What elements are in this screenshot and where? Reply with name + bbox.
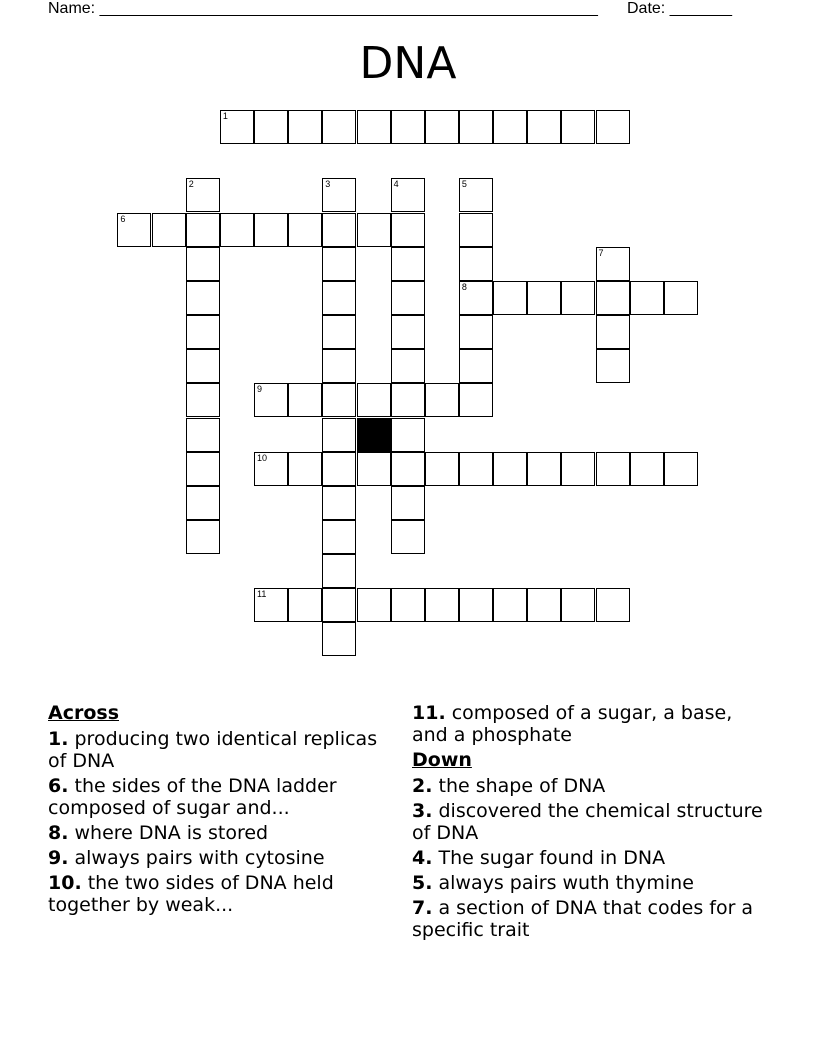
down-clue-2 <box>412 775 772 797</box>
clue-number: 11. <box>412 702 446 724</box>
down-heading: Down <box>412 749 472 771</box>
clue-number-label: 9 <box>257 384 263 395</box>
grid-cell[interactable] <box>459 383 493 417</box>
grid-cell[interactable] <box>596 281 630 315</box>
clue-number: 1. <box>48 728 69 750</box>
grid-cell[interactable] <box>527 281 561 315</box>
clue-number: 3. <box>412 800 433 822</box>
clue-number: 2. <box>412 775 433 797</box>
grid-cell[interactable] <box>493 588 527 622</box>
grid-cell[interactable] <box>493 281 527 315</box>
grid-cell[interactable] <box>322 554 356 588</box>
grid-cell[interactable] <box>425 588 459 622</box>
grid-cell[interactable] <box>186 418 220 452</box>
grid-cell[interactable] <box>596 349 630 383</box>
clue-number: 10. <box>48 872 82 894</box>
clue-text: discovered the chemical structure of DNA <box>412 800 763 844</box>
grid-cell[interactable] <box>254 213 288 247</box>
grid-cell[interactable] <box>322 486 356 520</box>
grid-cell[interactable] <box>391 486 425 520</box>
grid-cell[interactable] <box>561 110 595 144</box>
grid-cell[interactable] <box>357 213 391 247</box>
clue-number-label: 10 <box>257 452 268 463</box>
grid-cell[interactable] <box>322 520 356 554</box>
across-heading: Across <box>48 702 120 724</box>
grid-cell[interactable] <box>664 281 698 315</box>
grid-cell[interactable] <box>322 110 356 144</box>
grid-cell[interactable] <box>391 110 425 144</box>
grid-cell[interactable] <box>596 247 630 281</box>
grid-cell[interactable] <box>561 452 595 486</box>
grid-cell[interactable] <box>527 452 561 486</box>
clue-number: 8. <box>48 822 69 844</box>
grid-cell[interactable] <box>186 213 220 247</box>
grid-cell[interactable] <box>493 452 527 486</box>
clue-number-label: 4 <box>393 179 399 190</box>
grid-cell[interactable] <box>322 349 356 383</box>
grid-cell[interactable] <box>391 315 425 349</box>
clue-number: 5. <box>412 872 433 894</box>
grid-cell[interactable] <box>596 110 630 144</box>
grid-cell[interactable] <box>322 315 356 349</box>
grid-cell[interactable] <box>220 110 254 144</box>
clue-number-label: 7 <box>598 247 604 258</box>
grid-cell[interactable] <box>288 383 322 417</box>
grid-cell[interactable] <box>322 213 356 247</box>
grid-cell[interactable] <box>220 213 254 247</box>
grid-cell[interactable] <box>596 452 630 486</box>
grid-cell[interactable] <box>391 349 425 383</box>
grid-cell[interactable] <box>459 452 493 486</box>
grid-cell[interactable] <box>493 110 527 144</box>
grid-cell[interactable] <box>288 110 322 144</box>
clue-text: always pairs wuth thymine <box>438 872 694 894</box>
page-title: DNA <box>359 38 457 89</box>
grid-cell[interactable] <box>630 281 664 315</box>
clue-number-label: 2 <box>188 179 194 190</box>
grid-cell[interactable] <box>254 383 288 417</box>
clue-number-label: 5 <box>461 179 467 190</box>
grid-cell[interactable] <box>357 588 391 622</box>
across-clue-1 <box>48 728 388 772</box>
grid-cell[interactable] <box>357 452 391 486</box>
grid-cell[interactable] <box>391 452 425 486</box>
grid-cell[interactable] <box>391 247 425 281</box>
clue-text: producing two identical replicas of DNA <box>48 728 378 772</box>
grid-cell[interactable] <box>322 281 356 315</box>
grid-cell[interactable] <box>459 349 493 383</box>
grid-cell[interactable] <box>459 178 493 212</box>
grid-cell[interactable] <box>664 452 698 486</box>
clue-number-label: 3 <box>325 179 331 190</box>
grid-cell[interactable] <box>459 110 493 144</box>
across-clue-10 <box>48 872 388 916</box>
grid-cell[interactable] <box>322 418 356 452</box>
grid-cell[interactable] <box>186 520 220 554</box>
grid-cell[interactable] <box>391 178 425 212</box>
grid-cell[interactable] <box>561 281 595 315</box>
grid-cell[interactable] <box>288 452 322 486</box>
grid-cell[interactable] <box>186 247 220 281</box>
clues-right-column <box>412 702 772 944</box>
down-clue-3 <box>412 800 772 844</box>
grid-cell[interactable] <box>425 452 459 486</box>
across-clue-9 <box>48 847 388 869</box>
grid-cell[interactable] <box>117 213 151 247</box>
clues-left-column <box>48 702 388 919</box>
clue-number-label: 11 <box>257 589 267 600</box>
grid-cell[interactable] <box>254 110 288 144</box>
grid-cell[interactable] <box>391 418 425 452</box>
grid-cell[interactable] <box>391 213 425 247</box>
down-clue-5 <box>412 872 772 894</box>
across-clue-8 <box>48 822 388 844</box>
grid-cell[interactable] <box>186 452 220 486</box>
grid-cell[interactable] <box>288 588 322 622</box>
grid-cell[interactable] <box>391 281 425 315</box>
grid-cell[interactable] <box>425 383 459 417</box>
grid-cell[interactable] <box>186 178 220 212</box>
grid-cell[interactable] <box>459 281 493 315</box>
clue-number-label: 1 <box>222 111 228 122</box>
grid-cell[interactable] <box>288 213 322 247</box>
across-clue-11 <box>412 702 772 746</box>
grid-cell[interactable] <box>596 588 630 622</box>
grid-cell[interactable] <box>152 213 186 247</box>
date-field-label: Date: _______ <box>627 0 732 17</box>
grid-cell[interactable] <box>459 315 493 349</box>
grid-cell[interactable] <box>186 383 220 417</box>
grid-cell[interactable] <box>254 588 288 622</box>
grid-cell[interactable] <box>254 452 288 486</box>
grid-cell[interactable] <box>425 110 459 144</box>
grid-cell[interactable] <box>459 588 493 622</box>
clue-number: 7. <box>412 897 433 919</box>
grid-cell[interactable] <box>186 315 220 349</box>
clue-text: The sugar found in DNA <box>438 847 666 869</box>
grid-cell[interactable] <box>527 110 561 144</box>
clue-text: the two sides of DNA held together by weak... <box>48 872 334 916</box>
clue-number: 6. <box>48 775 69 797</box>
down-clue-4 <box>412 847 772 869</box>
grid-cell[interactable] <box>391 383 425 417</box>
down-clue-7 <box>412 897 772 941</box>
grid-cell[interactable] <box>391 520 425 554</box>
black-cell <box>357 418 391 452</box>
grid-cell[interactable] <box>357 110 391 144</box>
grid-cell[interactable] <box>561 588 595 622</box>
grid-cell[interactable] <box>391 588 425 622</box>
clue-text: always pairs with cytosine <box>74 847 325 869</box>
clue-number-label: 6 <box>120 213 126 224</box>
clue-text: where DNA is stored <box>74 822 269 844</box>
grid-cell[interactable] <box>186 349 220 383</box>
grid-cell[interactable] <box>322 383 356 417</box>
grid-cell[interactable] <box>459 247 493 281</box>
clue-text: the sides of the DNA ladder composed of sugar and... <box>48 775 337 819</box>
grid-cell[interactable] <box>322 588 356 622</box>
grid-cell[interactable] <box>596 315 630 349</box>
clue-number: 4. <box>412 847 433 869</box>
clue-text: composed of a sugar, a base, and a phosphate <box>412 702 733 746</box>
grid-cell[interactable] <box>186 281 220 315</box>
grid-cell[interactable] <box>322 622 356 656</box>
grid-cell[interactable] <box>186 486 220 520</box>
clue-number-label: 8 <box>461 281 467 292</box>
grid-cell[interactable] <box>527 588 561 622</box>
grid-cell[interactable] <box>630 452 664 486</box>
clue-number: 9. <box>48 847 69 869</box>
grid-cell[interactable] <box>322 178 356 212</box>
clue-text: a section of DNA that codes for a specific trait <box>412 897 754 941</box>
grid-cell[interactable] <box>322 452 356 486</box>
clue-text: the shape of DNA <box>438 775 606 797</box>
grid-cell[interactable] <box>357 383 391 417</box>
across-clue-6 <box>48 775 388 819</box>
name-field-label: Name: ________________________________________________________ <box>48 0 598 17</box>
grid-cell[interactable] <box>459 213 493 247</box>
grid-cell[interactable] <box>322 247 356 281</box>
